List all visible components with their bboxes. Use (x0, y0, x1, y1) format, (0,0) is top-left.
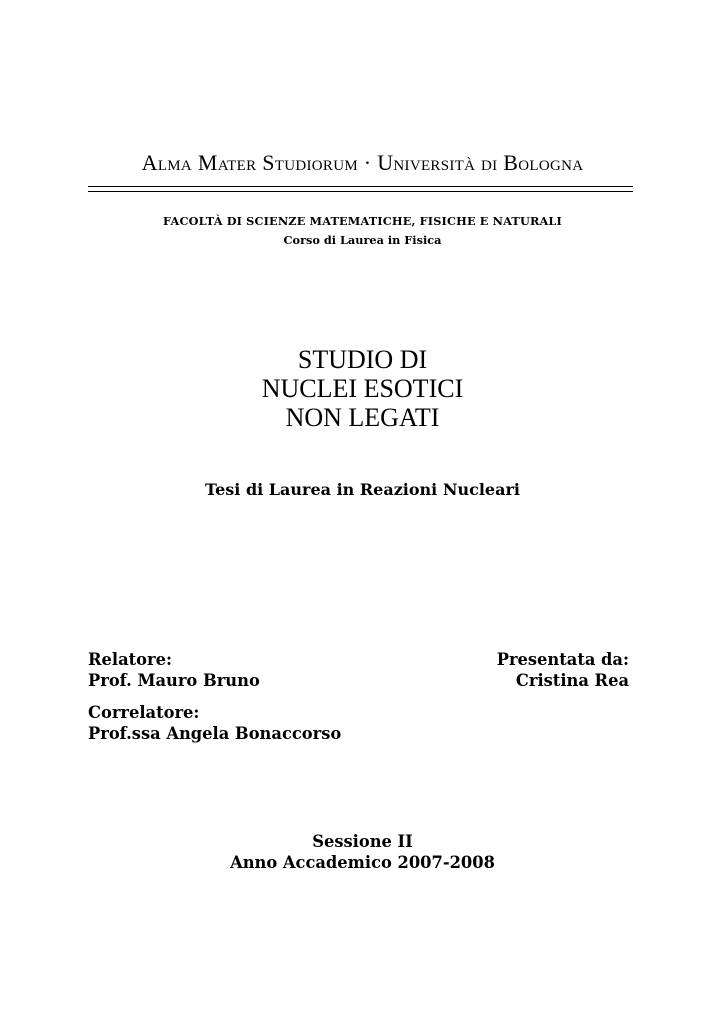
relatore-label: Relatore: (88, 650, 172, 669)
relatore-block (88, 649, 260, 691)
course-name: Corso di Laurea in Fisica (283, 233, 442, 247)
session-block (0, 831, 725, 873)
correlatore-label: Correlatore: (88, 703, 200, 722)
correlatore-block (88, 702, 341, 744)
candidate-name: Cristina Rea (515, 671, 629, 690)
correlatore-name: Prof.ssa Angela Bonaccorso (88, 724, 342, 743)
faculty-name: FACOLTÀ DI SCIENZE MATEMATICHE, FISICHE E NATURALI (163, 214, 562, 228)
thesis-title-line-3: NON LEGATI (285, 403, 440, 432)
header-rule-bottom (88, 191, 633, 192)
academic-year: Anno Accademico 2007-2008 (230, 853, 495, 872)
session-number: Sessione II (312, 832, 413, 851)
university-name: Alma Mater Studiorum · Università di Bologna (141, 150, 584, 175)
thesis-subtitle: Tesi di Laurea in Reazioni Nucleari (205, 480, 520, 499)
thesis-title-line-2: NUCLEI ESOTICI (261, 374, 464, 403)
header-rule-top (88, 186, 633, 187)
thesis-title-line-1: STUDIO DI (297, 345, 428, 374)
candidate-label: Presentata da: (496, 650, 629, 669)
relatore-name: Prof. Mauro Bruno (88, 671, 260, 690)
thesis-title (0, 345, 725, 432)
candidate-block (497, 649, 629, 691)
